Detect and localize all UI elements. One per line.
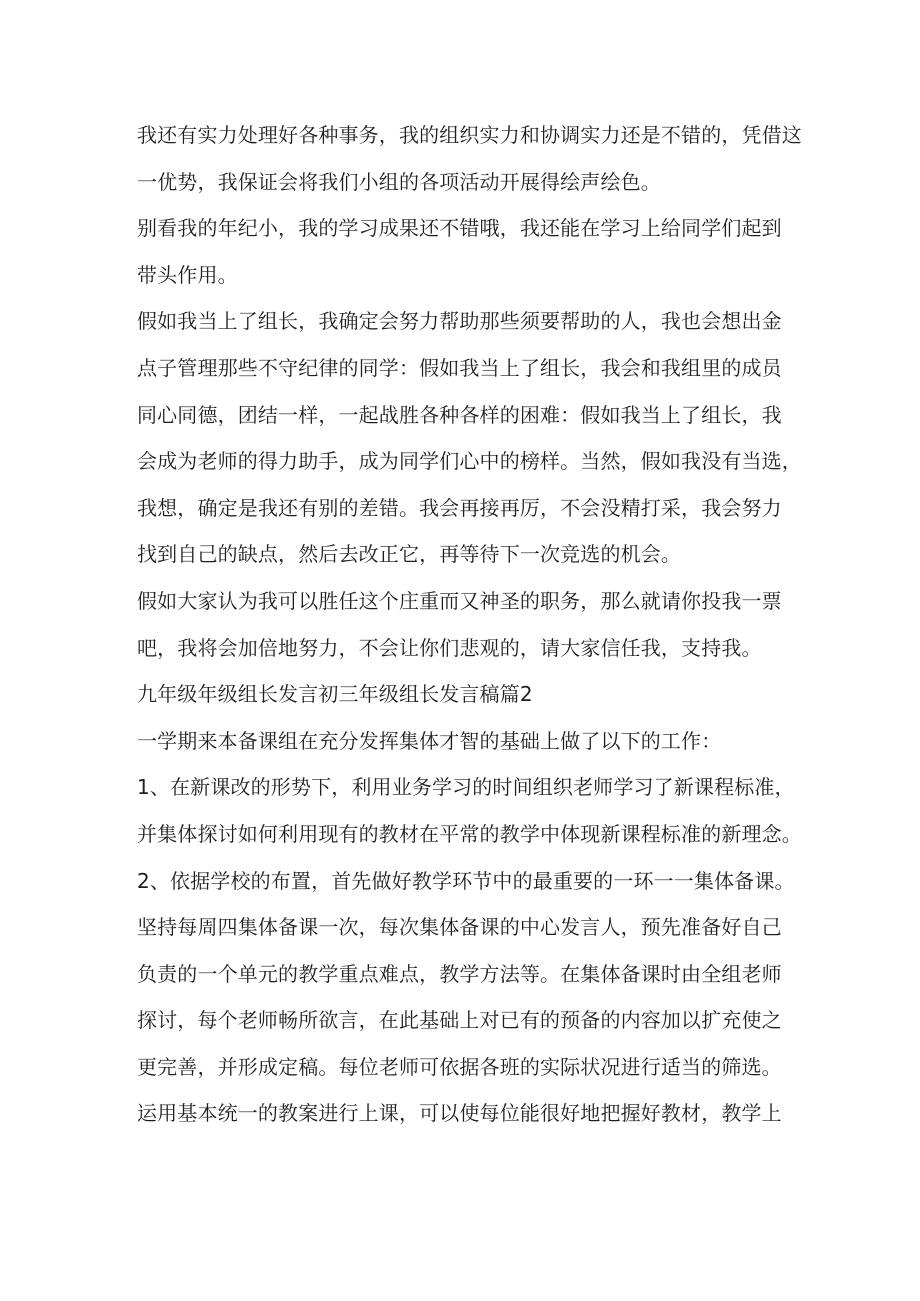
text-line: 负责的一个单元的教学重点难点，教学方法等。在集体备课时由全组老师 (137, 961, 782, 986)
text-line: 同心同德，团结一样，一起战胜各种各样的困难：假如我当上了组长，我 (137, 402, 782, 427)
document-body (137, 112, 802, 1137)
section-heading: 九年级年级组长发言初三年级组长发言稿篇2 (137, 682, 533, 707)
text-line: 我想，确定是我还有别的差错。我会再接再厉，不会没精打采，我会努力 (137, 495, 782, 520)
text-line: 一优势，我保证会将我们小组的各项活动开展得绘声绘色。 (137, 169, 661, 194)
text-line: 1、在新课改的形势下，利用业务学习的时间组织老师学习了新课程标准， (137, 775, 795, 800)
text-line: 坚持每周四集体备课一次，每次集体备课的中心发言人，预先准备好自己 (137, 915, 782, 940)
text-line: 假如大家认为我可以胜任这个庄重而又神圣的职务，那么就请你投我一票 (137, 588, 782, 613)
text-line: 点子管理那些不守纪律的同学：假如我当上了组长，我会和我组里的成员 (137, 355, 782, 380)
text-line: 运用基本统一的教案进行上课，可以使每位能很好地把握好教材，教学上 (137, 1101, 782, 1126)
text-line: 探讨，每个老师畅所欲言，在此基础上对已有的预备的内容加以扩充使之 (137, 1008, 782, 1033)
text-line: 会成为老师的得力助手，成为同学们心中的榜样。当然，假如我没有当选， (137, 449, 802, 474)
text-line: 找到自己的缺点，然后去改正它，再等待下一次竞选的机会。 (137, 542, 682, 567)
text-line: 带头作用。 (137, 262, 238, 287)
text-line: 更完善，并形成定稿。每位老师可依据各班的实际状况进行适当的筛选。 (137, 1054, 782, 1079)
text-line: 一学期来本备课组在充分发挥集体才智的基础上做了以下的工作： (137, 728, 722, 753)
text-line: 并集体探讨如何利用现有的教材在平常的教学中体现新课程标准的新理念。 (137, 821, 802, 846)
text-line: 别看我的年纪小，我的学习成果还不错哦，我还能在学习上给同学们起到 (137, 216, 782, 241)
text-line: 吧，我将会加倍地努力，不会让你们悲观的，请大家信任我，支持我。 (137, 635, 762, 660)
text-line: 2、依据学校的布置，首先做好教学环节中的最重要的一环一一集体备课。 (137, 868, 795, 893)
text-line: 我还有实力处理好各种事务，我的组织实力和协调实力还是不错的，凭借这 (137, 123, 802, 147)
text-line: 假如我当上了组长，我确定会努力帮助那些须要帮助的人，我也会想出金 (137, 309, 782, 334)
